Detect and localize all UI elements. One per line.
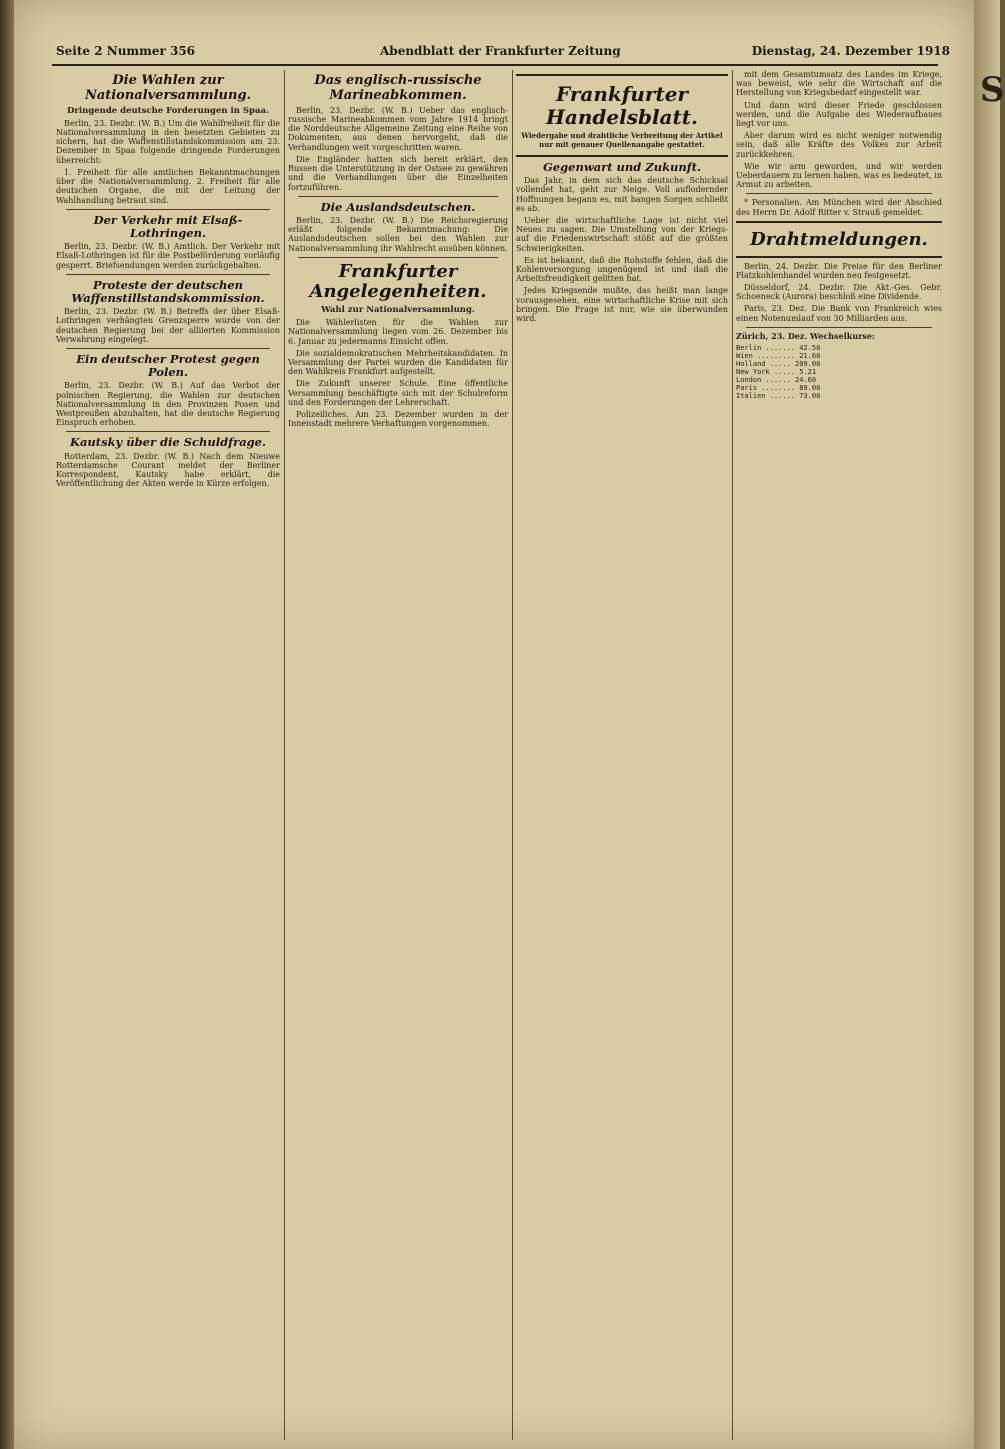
article-separator: [298, 257, 498, 258]
adjacent-page-fragment: S: [980, 70, 1005, 110]
article-headline: Die Auslandsdeutschen.: [320, 199, 476, 214]
publication-title: Abendblatt der Frankfurter Zeitung: [380, 44, 621, 58]
article-paragraph: Die Engländer hatten sich bereit erklärt, den Russen die Unterstützung in der Ostsee zu gewähren und die Verhandlungen über die Einzelheiten fortzuführen.: [288, 154, 508, 192]
article-headline: Der Verkehr mit Elsaß-Lothringen.: [93, 212, 243, 240]
article-headline: Ein deutscher Protest gegen Polen.: [76, 352, 260, 380]
article-paragraph: Es ist bekannt, daß die Rohstoffe fehlen, daß die Kohlenversorgung ungenügend ist und daß die Arbeitsfreudigkeit gelitten hat.: [516, 255, 728, 284]
section-notice: Wiedergabe und drahtliche Verbreitung der Artikel nur mit genauer Quellenangabe gestattet.: [521, 131, 723, 149]
article-paragraph: Wie wir arm geworden, und wir werden Ueberdauern zu lernen haben, was es bedeutet, in Armut zu arbeiten.: [736, 161, 942, 190]
article-paragraph: Berlin, 23. Dezbr. (W. B.) Amtlich. Der Verkehr mit Elsaß-Lothringen ist für die Postbeförderung vorläufig gesperrt. Briefsendungen werden zurückgehalten.: [56, 242, 280, 270]
column-1: [56, 70, 280, 1440]
handelsblatt-masthead: [516, 74, 728, 157]
article-separator: [66, 348, 270, 349]
exchange-rate-row: Wien ......... 21.60: [736, 351, 821, 360]
column-divider: [284, 70, 285, 1440]
column-divider: [732, 70, 733, 1440]
wire-report: Düsseldorf, 24. Dezbr. Die Akt.-Ges. Gebr. Schoeneck (Aurora) beschloß eine Dividende.: [736, 282, 942, 302]
adjacent-page-edge: [974, 0, 1005, 1449]
header-rule: [52, 64, 938, 66]
column-divider: [512, 70, 513, 1440]
article-paragraph: Und dann wird dieser Friede geschlossen werden, und die Aufgabe des Wiederaufbaues liegt vor uns.: [736, 100, 942, 129]
book-spine: [0, 0, 14, 1449]
article-subheadline: Dringende deutsche Forderungen in Spaa.: [67, 105, 269, 116]
article-paragraph: Berlin, 23. Dezbr. (W. B.) Betreffs der über Elsaß-Lothringen verhängten Grenzsperre wurde von der deutschen Regierung bei der alliierten Kommission Verwahrung eingelegt.: [56, 307, 280, 344]
article-paragraph: Die Wählerlisten für die Wahlen zur Nationalversammlung liegen vom 26. Dezember bis 6. Januar zu jedermanns Einsicht offen.: [288, 318, 508, 346]
wire-reports-box: [736, 221, 942, 258]
article-separator: [746, 327, 932, 328]
exchange-rate-row: Holland ..... 209.00: [736, 359, 821, 368]
issue-date: Dienstag, 24. Dezember 1918: [751, 44, 950, 58]
column-3: [516, 70, 728, 1440]
exchange-rates-title: Zürich, 23. Dez. Wechselkurse:: [736, 330, 875, 341]
article-paragraph: Die sozialdemokratischen Mehrheitskandidaten. In Versammlung der Partei wurden die Kandidaten für den Wahlkreis Frankfurt aufgestellt.: [288, 348, 508, 377]
wire-report: Berlin, 24. Dezbr. Die Preise für den Berliner Platzkohlenhandel wurden neu festgesetzt.: [736, 261, 942, 280]
article-paragraph: Berlin, 23. Dezbr. (W. B.) Ueber das englisch-russische Marineabkommen vom Jahre 1914 bringt die Norddeutsche Allgemeine Zeitung eine Reihe von Dokumenten, aus denen hervorgeht, daß die Verhandlungen weit vorgeschritten waren.: [288, 105, 508, 152]
article-separator: [66, 274, 270, 275]
article-headline: Gegenwart und Zukunft.: [542, 160, 702, 174]
page-header: [40, 44, 950, 62]
exchange-rates-table: [736, 344, 942, 400]
article-paragraph: Die Zukunft unserer Schule. Eine öffentliche Versammlung beschäftigte sich mit der Schulreform und den Forderungen der Lehrerschaft.: [288, 379, 508, 407]
article-paragraph: 1. Freiheit für alle amtlichen Bekanntmachungen über die Nationalversammlung. 2. Freiheit für alle deutschen Organe, die mit der Leitung der Wahlhandlung betraut sind.: [56, 167, 280, 205]
article-paragraph: Das Jahr, in dem sich das deutsche Schicksal vollendet hat, geht zur Neige. Voll auflodernder Hoffnungen begann es, mit bangen Sorgen schließt es ab.: [516, 176, 728, 213]
article-paragraph: mit dem Gesamtumsatz des Landes im Kriege, was beweist, wie sehr die Wirtschaft auf die Herstellung von Kriegsbedarf eingestellt war.: [736, 70, 942, 98]
article-paragraph: Berlin, 23. Dezbr. (W. B.) Auf das Verbot der polnischen Regierung, die Wahlen zur deutschen Nationalversammlung in den Provinzen Posen und Westpreußen abzuhalten, hat die deutsche Regierung Einspruch erhoben.: [56, 381, 280, 428]
exchange-rate-row: Paris ........ 89.00: [736, 383, 821, 392]
article-headline: Proteste der deutschen Waffenstillstandskommission.: [71, 277, 265, 305]
exchange-rate-row: Berlin ....... 42.50: [736, 343, 821, 352]
article-headline: Die Wahlen zur Nationalversammlung.: [84, 73, 252, 103]
section-headline: Frankfurter Angelegenheiten.: [309, 260, 487, 303]
article-separator: [66, 209, 270, 210]
exchange-rate-row: London ...... 24.60: [736, 375, 817, 384]
article-headline: Das englisch-russische Marineabkommen.: [314, 73, 482, 103]
section-subheadline: Wahl zur Nationalversammlung.: [321, 305, 475, 316]
article-paragraph: Jedes Kriegsende mußte, das heißt man lange vorausgesehen, eine wirtschaftliche Krise mit sich bringen. Die Frage ist nur, wie sie überwunden wird.: [516, 286, 728, 324]
exchange-rate-row: Italien ...... 73.00: [736, 391, 821, 400]
personal-notice: * Personalien. Am München wird der Abschied des Herrn Dr. Adolf Ritter v. Strauß gemeldet.: [736, 198, 942, 217]
column-2: [288, 70, 508, 1440]
section-headline: Drahtmeldungen.: [750, 228, 928, 250]
column-4: [736, 70, 942, 1440]
article-separator: [746, 193, 932, 194]
article-paragraph: Berlin, 23. Dezbr. (W. B.) Um die Wahlfreiheit für die Nationalversammlung in den besetzten Gebieten zu sichern, hat die Waffenstillstandskommission am 23. Dezember in Spaa folgende dringende Forderungen überreicht:: [56, 118, 280, 165]
section-title: Frankfurter Handelsblatt.: [546, 82, 698, 129]
article-paragraph: Ueber die wirtschaftliche Lage ist nicht viel Neues zu sagen. Die Umstellung von der Kriegs- auf die Friedenswirtschaft stößt auf die größten Schwierigkeiten.: [516, 216, 728, 253]
article-separator: [298, 196, 498, 197]
article-paragraph: Polizeiliches. Am 23. Dezember wurden in der Innenstadt mehrere Verhaftungen vorgenommen.: [288, 409, 508, 429]
article-paragraph: Berlin, 23. Dezbr. (W. B.) Die Reichsregierung erläßt folgende Bekanntmachung: Die Auslandsdeutschen sollen bei den Wahlen zur Nationalversammlung ihr Wahlrecht ausüben können.: [288, 215, 508, 253]
article-paragraph: Rotterdam, 23. Dezbr. (W. B.) Nach dem Nieuwe Rotterdamsche Courant meldet der Berliner Korrespondent, Kautsky habe erklärt, die Veröffentlichung der Akten werde in Kürze erfolgen.: [56, 451, 280, 489]
page-number: Seite 2 Nummer 356: [56, 44, 196, 58]
article-paragraph: Aber darum wird es nicht weniger notwendig sein, daß alle Kräfte des Volkes zur Arbeit zurückkehren.: [736, 131, 942, 159]
exchange-rate-row: New York ..... 5.21: [736, 367, 817, 376]
article-separator: [66, 431, 270, 432]
wire-report: Paris, 23. Dez. Die Bank von Frankreich wies einen Notenumlauf von 30 Milliarden aus.: [736, 304, 942, 323]
article-headline: Kautsky über die Schuldfrage.: [69, 435, 267, 450]
